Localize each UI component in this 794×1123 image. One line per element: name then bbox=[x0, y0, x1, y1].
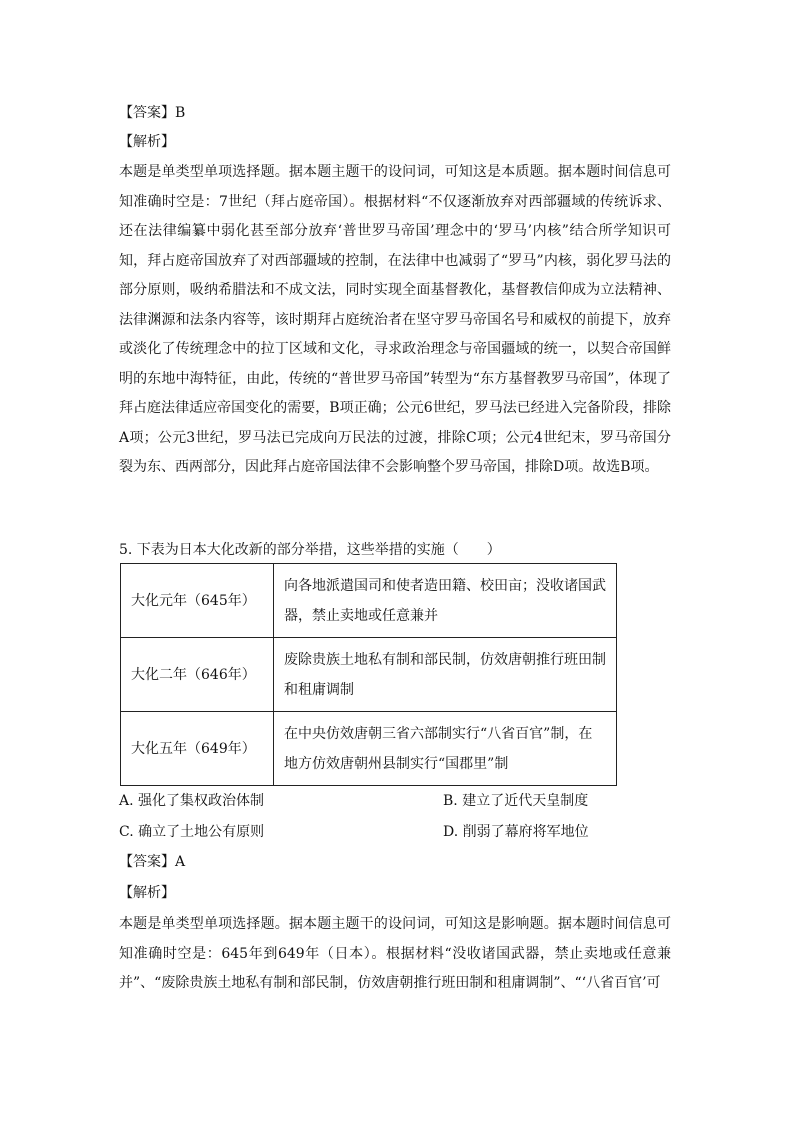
q4-answer: 【答案】B bbox=[119, 105, 186, 121]
q5-analysis-label: 【解析】 bbox=[119, 885, 175, 901]
table-cell-measure: 向各地派遣国司和使者造田籍、校田亩；没收诸国武器，禁止卖地或任意兼并 bbox=[274, 564, 617, 638]
table-cell-year: 大化元年（645年） bbox=[121, 564, 274, 638]
reform-measures-table bbox=[120, 563, 617, 786]
option-b: B. 建立了近代天皇制度 bbox=[443, 793, 589, 809]
table-cell-year: 大化二年（646年） bbox=[121, 638, 274, 712]
q5-answer: 【答案】A bbox=[119, 854, 186, 870]
option-c: C. 确立了土地公有原则 bbox=[119, 824, 265, 840]
q4-analysis-text: 本题是单类型单项选择题。据本题主题干的设问词，可知这是本质题。据本题时间信息可知准确时空是：7世纪（拜占庭帝国）。根据材料“不仅逐渐放弃对西部疆域的传统诉求、还在法律编纂中弱化甚至部分放弃‘普世罗马帝国’理念中的‘罗马’内核”结合所学知识可知，拜占庭帝国放弃了对西部疆域的控制，在法律中也减弱了“罗马”内核，弱化罗马法的部分原则，吸纳希腊法和不成文法，同时实现全面基督教化，基督教信仰成为立法精神、法律渊源和法条内容等，该时期拜占庭统治者在坚守罗马帝国名号和威权的前提下，放弃或淡化了传统理念中的拉丁区域和文化，寻求政治理念与帝国疆域的统一，以契合帝国鲜明的东地中海特征，由此，传统的“普世罗马帝国”转型为“东方基督教罗马帝国”，体现了拜占庭法律适应帝国变化的需要，B项正确；公元6世纪，罗马法已经进入完备阶段，排除A项；公元3世纪，罗马法已完成向万民法的过渡，排除C项；公元4世纪末，罗马帝国分裂为东、西两部分，因此拜占庭帝国法律不会影响整个罗马帝国，排除D项。故选B项。 bbox=[119, 164, 671, 475]
table-cell-measure: 废除贵族土地私有制和部民制，仿效唐朝推行班田制和租庸调制 bbox=[274, 638, 617, 712]
table-row bbox=[121, 638, 617, 712]
q5-analysis-text: 本题是单类型单项选择题。据本题主题干的设问词，可知这是影响题。据本题时间信息可知准确时空是：645年到649年（日本）。根据材料“没收诸国武器，禁止卖地或任意兼并”、“废除贵族土地私有制和部民制，仿效唐朝推行班田制和租庸调制”、“‘八省百官’可 bbox=[119, 916, 671, 991]
option-d: D. 削弱了幕府将军地位 bbox=[443, 824, 589, 840]
q4-analysis-label: 【解析】 bbox=[119, 134, 175, 150]
table-row bbox=[121, 564, 617, 638]
option-a: A. 强化了集权政治体制 bbox=[119, 793, 265, 809]
table-row bbox=[121, 712, 617, 786]
table-cell-measure: 在中央仿效唐朝三省六部制实行“八省百官”制，在地方仿效唐朝州县制实行“国郡里”制 bbox=[274, 712, 617, 786]
table-cell-year: 大化五年（649年） bbox=[121, 712, 274, 786]
q5-stem: 5. 下表为日本大化改新的部分举措，这些举措的实施（ ） bbox=[119, 542, 501, 558]
